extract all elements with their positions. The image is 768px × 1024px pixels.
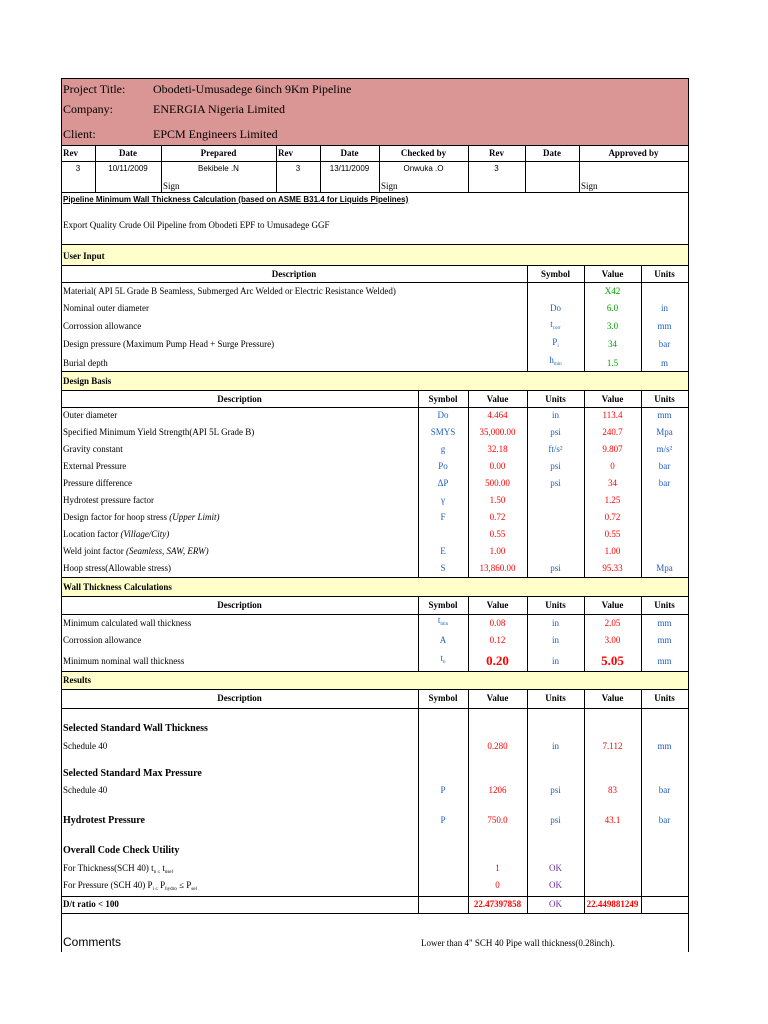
row-unit: mm bbox=[657, 618, 672, 628]
row-value: 0.00 bbox=[489, 461, 506, 471]
row-unit: bar bbox=[658, 815, 671, 825]
row-unit: in bbox=[551, 618, 559, 628]
row-value: 0.55 bbox=[489, 529, 506, 539]
row-value: 34 bbox=[608, 478, 617, 488]
row-symbol: $t_{corr}$ bbox=[550, 319, 561, 331]
row-value: 1.25 bbox=[604, 495, 621, 505]
row-value: 113.4 bbox=[602, 410, 623, 420]
status-badge: OK bbox=[549, 863, 562, 873]
row-description: Minimum calculated wall thickness bbox=[63, 618, 192, 628]
signoff-rev-value: 3 bbox=[295, 164, 301, 173]
row-value: 0.08 bbox=[489, 618, 506, 628]
row-value: 1.00 bbox=[604, 546, 621, 556]
results-band bbox=[61, 672, 688, 689]
row-description: For Thickness(SCH 40) $t_{n \le}$ $t_{nsel}$ bbox=[63, 863, 173, 875]
row-value: 0.12 bbox=[489, 635, 506, 645]
row-symbol: S bbox=[440, 563, 446, 573]
row-value: 750.0 bbox=[487, 815, 508, 825]
row-symbol: F bbox=[440, 512, 446, 522]
row-description: Nominal outer diameter bbox=[63, 303, 149, 313]
col-header-symbol: Symbol bbox=[428, 693, 458, 703]
row-unit: psi bbox=[550, 785, 561, 795]
client-value: EPCM Engineers Limited bbox=[153, 127, 278, 141]
row-value: 95.33 bbox=[602, 563, 623, 573]
col-header-symbol: Symbol bbox=[540, 269, 570, 279]
signoff-header-date: Date bbox=[119, 148, 137, 158]
comments-text: Lower than 4" SCH 40 Pipe wall thickness(0.28inch). bbox=[421, 938, 615, 948]
col-header-value: Value bbox=[601, 600, 624, 610]
row-description: Material( API 5L Grade B Seamless, Submerged Arc Welded or Electric Resistance Welded) bbox=[63, 286, 396, 296]
row-unit: in bbox=[551, 656, 559, 666]
row-unit: in bbox=[660, 303, 668, 313]
row-unit: Mpa bbox=[656, 563, 673, 573]
row-symbol: SMYS bbox=[430, 427, 456, 437]
code-check-title: Overall Code Check Utility bbox=[63, 845, 180, 856]
row-unit: bar bbox=[658, 785, 671, 795]
row-value: 3.00 bbox=[604, 635, 621, 645]
row-description: Burial depth bbox=[63, 358, 108, 368]
row-value: 0.280 bbox=[487, 741, 508, 751]
row-value: 0.72 bbox=[489, 512, 506, 522]
row-value: X42 bbox=[604, 286, 621, 296]
row-value: 5.05 bbox=[601, 653, 624, 668]
row-unit: mm bbox=[657, 635, 672, 645]
col-header-value: Value bbox=[601, 394, 624, 404]
row-unit: psi bbox=[550, 563, 561, 573]
col-header-units: Units bbox=[654, 394, 675, 404]
sign-label: Sign bbox=[163, 181, 180, 191]
row-unit: mm bbox=[657, 656, 672, 666]
row-value: 43.1 bbox=[604, 815, 621, 825]
row-value: 6.0 bbox=[606, 303, 619, 313]
sign-label: Sign bbox=[381, 181, 398, 191]
calculation-sheet bbox=[61, 78, 688, 952]
wall-result-title: Selected Standard Wall Thickness bbox=[63, 723, 208, 734]
signoff-date-value: 10/11/2009 bbox=[108, 164, 148, 173]
row-unit: m/s² bbox=[656, 444, 673, 454]
col-header-symbol: Symbol bbox=[428, 394, 458, 404]
col-header-value: Value bbox=[486, 394, 509, 404]
row-unit: in bbox=[551, 410, 559, 420]
row-unit: psi bbox=[550, 461, 561, 471]
row-value: 9.807 bbox=[602, 444, 623, 454]
row-value: 0.20 bbox=[486, 653, 509, 668]
row-symbol: Do bbox=[550, 303, 561, 313]
user-input-title: User Input bbox=[63, 251, 105, 261]
row-unit: in bbox=[551, 635, 559, 645]
col-header-value: Value bbox=[601, 693, 624, 703]
row-value: 1.50 bbox=[489, 495, 506, 505]
col-header-units: Units bbox=[654, 693, 675, 703]
comments-label: Comments bbox=[63, 935, 122, 949]
row-description: For Pressure (SCH 40) $P_{i \le}$ $P_{hydro} \le P_{sel}$ bbox=[63, 880, 197, 892]
row-value: 0.55 bbox=[604, 529, 621, 539]
row-symbol: $h_{min}$ bbox=[549, 355, 562, 367]
col-header-value: Value bbox=[601, 269, 624, 279]
company-value: ENERGIA Nigeria Limited bbox=[153, 102, 285, 116]
client-label: Client: bbox=[63, 127, 96, 141]
row-symbol: Do bbox=[437, 410, 449, 420]
signoff-header-date: Date bbox=[543, 148, 561, 158]
col-header-description: Description bbox=[217, 394, 262, 404]
row-value: 32.18 bbox=[487, 444, 508, 454]
row-description: Hydrotest Pressure bbox=[63, 815, 145, 826]
results-title: Results bbox=[63, 675, 92, 685]
company-label: Company: bbox=[63, 102, 113, 116]
row-value: 2.05 bbox=[604, 618, 621, 628]
signoff-header-rev: Rev bbox=[63, 148, 78, 158]
row-unit: mm bbox=[657, 741, 672, 751]
signoff-header-checked: Checked by bbox=[400, 148, 447, 158]
row-description: Weld joint factor (Seamless, SAW, ERW) bbox=[63, 546, 209, 556]
row-value: 1.5 bbox=[606, 358, 619, 368]
row-description: Minimum nominal wall thickness bbox=[63, 656, 185, 666]
row-symbol: P bbox=[440, 815, 446, 825]
row-unit: psi bbox=[550, 427, 561, 437]
signoff-header-prepared: Prepared bbox=[200, 148, 237, 158]
row-value: 500.00 bbox=[485, 478, 510, 488]
row-value: 0 bbox=[495, 880, 500, 890]
row-value: 34 bbox=[608, 339, 617, 349]
col-header-units: Units bbox=[654, 600, 675, 610]
calc-title: Pipeline Minimum Wall Thickness Calculation (based on ASME B31.4 for Liquids Pipelines) bbox=[63, 195, 409, 204]
row-unit: mm bbox=[657, 321, 672, 331]
row-value: 35,000.00 bbox=[479, 427, 516, 437]
signoff-rev-value: 3 bbox=[75, 164, 81, 173]
wall-thickness-title: Wall Thickness Calculations bbox=[63, 582, 172, 592]
row-unit: bar bbox=[658, 478, 671, 488]
design-basis-band bbox=[61, 372, 688, 390]
row-symbol: $t_{min}$ bbox=[437, 615, 449, 627]
row-description: Hoop stress(Allowable stress) bbox=[63, 563, 171, 573]
row-value: 83 bbox=[608, 785, 617, 795]
row-value: 3.0 bbox=[606, 321, 619, 331]
row-unit: bar bbox=[658, 461, 671, 471]
col-header-units: Units bbox=[545, 693, 566, 703]
col-header-symbol: Symbol bbox=[428, 600, 458, 610]
col-header-value: Value bbox=[486, 693, 509, 703]
row-description: Corrossion allowance bbox=[63, 635, 142, 645]
signoff-header-date: Date bbox=[340, 148, 359, 158]
design-basis-title: Design Basis bbox=[63, 376, 112, 386]
row-symbol: $P_i$ bbox=[552, 337, 559, 349]
row-symbol: A bbox=[439, 635, 447, 645]
row-value: 1 bbox=[495, 863, 500, 873]
col-header-value: Value bbox=[486, 600, 509, 610]
row-unit: psi bbox=[550, 815, 561, 825]
col-header-units: Units bbox=[545, 600, 566, 610]
row-value: 1.00 bbox=[489, 546, 506, 556]
signoff-rev-value: 3 bbox=[494, 164, 499, 173]
project-value: Obodeti-Umusadege 6inch 9Km Pipeline bbox=[153, 82, 352, 96]
row-value: 0 bbox=[610, 461, 615, 471]
col-header-description: Description bbox=[271, 269, 317, 279]
row-description: Specified Minimum Yield Strength(API 5L Grade B) bbox=[63, 427, 255, 437]
col-header-units: Units bbox=[654, 269, 675, 279]
row-description: Schedule 40 bbox=[63, 741, 108, 751]
col-header-description: Description bbox=[217, 600, 262, 610]
row-symbol: ΔP bbox=[437, 478, 449, 488]
row-unit: in bbox=[551, 741, 559, 751]
row-unit: Mpa bbox=[656, 427, 673, 437]
sign-label: Sign bbox=[581, 181, 598, 191]
row-value: 1206 bbox=[488, 785, 507, 795]
col-header-units: Units bbox=[545, 394, 566, 404]
row-value: 0.72 bbox=[604, 512, 621, 522]
row-description: Location factor (Village/City) bbox=[63, 529, 170, 539]
row-unit: bar bbox=[658, 339, 671, 349]
signoff-header-approved: Approved by bbox=[608, 148, 659, 158]
row-symbol: γ bbox=[441, 495, 445, 505]
signoff-date-value: 13/11/2009 bbox=[329, 164, 370, 173]
row-description: Design pressure (Maximum Pump Head + Surge Pressure) bbox=[63, 339, 275, 349]
row-unit: ft/s² bbox=[548, 444, 563, 454]
subtitle: Export Quality Crude Oil Pipeline from Obodeti EPF to Umusadege GGF bbox=[63, 220, 330, 230]
signoff-prepared-value: Bekibele .N bbox=[198, 164, 239, 173]
status-badge: OK bbox=[549, 880, 562, 890]
row-description: Gravity constant bbox=[63, 444, 123, 454]
row-value: 240.7 bbox=[602, 427, 623, 437]
status-badge: OK bbox=[549, 899, 562, 909]
project-label: Project Title: bbox=[63, 82, 126, 96]
user-input-band bbox=[61, 245, 688, 265]
row-description: Schedule 40 bbox=[63, 785, 108, 795]
row-value: 22.449881249 bbox=[586, 899, 639, 909]
row-value: 22.47397858 bbox=[473, 899, 522, 909]
row-value: 13,860.00 bbox=[479, 563, 516, 573]
row-unit: m bbox=[660, 358, 668, 368]
pressure-result-title: Selected Standard Max Pressure bbox=[63, 768, 202, 779]
signoff-header-rev: Rev bbox=[489, 148, 504, 158]
signoff-checked-value: Onwuka .O bbox=[403, 164, 444, 173]
col-header-description: Description bbox=[217, 693, 262, 703]
row-symbol: E bbox=[440, 546, 446, 556]
row-description: Design factor for hoop stress (Upper Limit) bbox=[63, 512, 220, 522]
row-description: Outer diameter bbox=[63, 410, 118, 420]
row-value: 7.112 bbox=[602, 741, 623, 751]
row-description: Pressure difference bbox=[63, 478, 133, 488]
row-description: Corrossion allowance bbox=[63, 321, 142, 331]
row-description: D/t ratio < 100 bbox=[63, 899, 119, 909]
row-description: External Pressure bbox=[63, 461, 127, 471]
row-value: 4.464 bbox=[487, 410, 508, 420]
row-symbol: P bbox=[440, 785, 446, 795]
row-unit: psi bbox=[550, 478, 561, 488]
row-symbol: Po bbox=[438, 461, 448, 471]
row-symbol: g bbox=[440, 444, 446, 454]
row-unit: mm bbox=[657, 410, 672, 420]
row-description: Hydrotest pressure factor bbox=[63, 495, 154, 505]
signoff-header-rev: Rev bbox=[278, 148, 293, 158]
row-symbol: $t_n$ bbox=[440, 653, 446, 665]
